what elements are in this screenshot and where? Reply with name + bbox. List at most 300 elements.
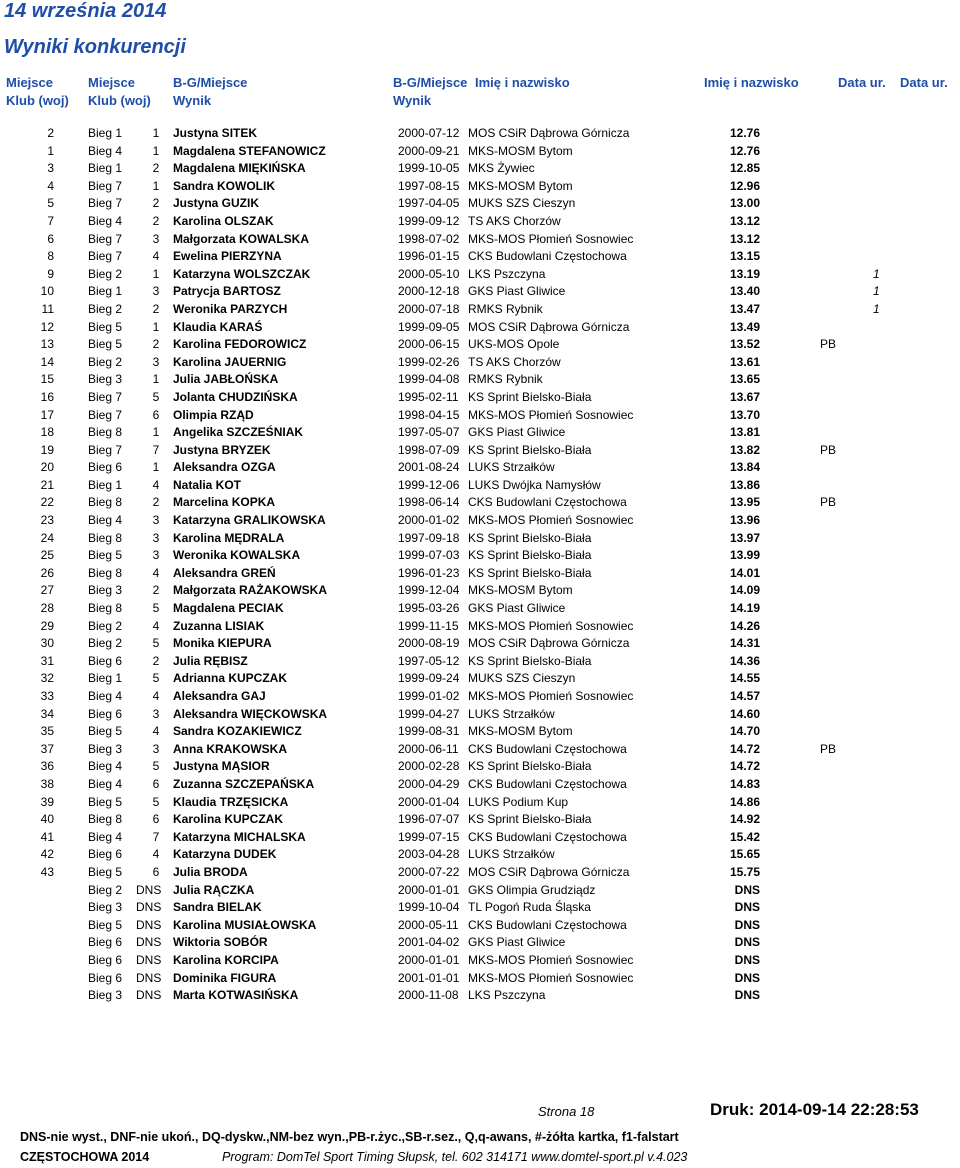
club-name: LUKS Strzałków [468, 460, 555, 475]
athlete-name: Sandra BIELAK [173, 900, 262, 915]
lane-cell: 4 [152, 689, 160, 703]
birth-date: 1997-05-07 [398, 425, 460, 440]
place-cell: 2 [47, 126, 54, 140]
club-name: KS Sprint Bielsko-Biała [468, 812, 592, 827]
lane-cell: DNS [136, 970, 162, 985]
athlete-name: Klaudia TRZĘSICKA [173, 794, 289, 809]
lane-cell: 5 [152, 759, 160, 774]
result-time: DNS [734, 882, 760, 897]
place-cell: 39 [40, 794, 54, 809]
club-name: MKS-MOSM Bytom [468, 724, 573, 739]
lane-cell: 5 [152, 794, 160, 809]
club-name: MUKS SZS Cieszyn [468, 671, 576, 686]
athlete-name: Karolina MĘDRALA [173, 530, 285, 545]
heat-cell: Bieg 3 [88, 988, 123, 1003]
heat-cell: Bieg 5 [88, 724, 123, 739]
lane-cell: 3 [152, 231, 160, 246]
table-row [0, 565, 960, 583]
club-name: KS Sprint Bielsko-Biała [468, 759, 592, 774]
result-time: 13.82 [729, 442, 760, 457]
table-row [0, 829, 960, 847]
club-name: MKS-MOS Płomień Sosnowiec [468, 689, 634, 703]
club-name: KS Sprint Bielsko-Biała [468, 565, 592, 580]
club-name: MKS-MOSM Bytom [468, 583, 573, 598]
place-cell: 30 [40, 636, 54, 651]
result-time: 13.84 [729, 460, 760, 475]
club-name: MKS-MOS Płomień Sosnowiec [468, 513, 634, 528]
club-name: KS Sprint Bielsko-Biała [468, 653, 592, 668]
club-name: MUKS SZS Cieszyn [468, 196, 576, 211]
club-name: GKS Piast Gliwice [468, 935, 566, 950]
birth-date: 2003-04-28 [398, 847, 460, 862]
athlete-name: Katarzyna WOLSZCZAK [173, 266, 311, 281]
club-name: MKS-MOSM Bytom [468, 143, 573, 158]
lane-cell: 2 [152, 583, 160, 598]
heat-cell: Bieg 4 [88, 776, 123, 791]
birth-date: 2000-06-11 [398, 741, 459, 756]
result-time: 14.83 [729, 776, 760, 791]
table-row [0, 776, 960, 794]
lane-cell: 3 [152, 354, 160, 369]
birth-date: 1999-12-06 [398, 477, 460, 492]
birth-date: 2000-07-22 [398, 864, 460, 879]
page-number: Strona 18 [538, 1104, 595, 1119]
birth-date: 1999-07-03 [398, 548, 460, 563]
place-cell: 24 [40, 530, 54, 545]
athlete-name: Julia JABŁOŃSKA [173, 372, 279, 387]
birth-date: 2000-04-29 [398, 776, 460, 791]
table-row [0, 213, 960, 231]
birth-date: 2000-01-01 [398, 952, 460, 967]
result-time: 14.60 [729, 706, 760, 721]
heat-cell: Bieg 2 [88, 618, 123, 633]
table-row [0, 530, 960, 548]
lane-cell: 3 [152, 284, 160, 299]
lane-cell: 6 [152, 407, 160, 422]
lane-cell: 6 [152, 864, 160, 879]
place-cell: 43 [40, 864, 54, 879]
heat-cell: Bieg 1 [88, 126, 123, 140]
heat-cell: Bieg 8 [88, 425, 123, 440]
athlete-name: Patrycja BARTOSZ [173, 284, 281, 299]
place-cell: 35 [40, 724, 54, 739]
place-cell: 27 [40, 583, 54, 598]
birth-date: 1997-09-18 [398, 530, 460, 545]
result-time: 13.95 [729, 495, 760, 510]
athlete-name: Wiktoria SOBÓR [173, 935, 268, 950]
result-time: 13.49 [729, 319, 760, 334]
birth-date: 2000-07-18 [398, 301, 460, 316]
club-name: MKS-MOS Płomień Sosnowiec [468, 618, 634, 633]
table-row [0, 231, 960, 249]
heat-cell: Bieg 6 [88, 460, 123, 475]
lane-cell: 6 [152, 776, 160, 791]
club-name: MOS CSiR Dąbrowa Górnicza [468, 126, 630, 140]
heat-cell: Bieg 3 [88, 900, 123, 915]
athlete-name: Małgorzata RAŻAKOWSKA [173, 583, 328, 598]
lane-cell: 7 [152, 829, 160, 844]
lane-cell: 1 [152, 425, 160, 440]
athlete-name: Dominika FIGURA [173, 970, 277, 985]
result-time: 13.70 [729, 407, 760, 422]
heat-cell: Bieg 8 [88, 530, 123, 545]
place-cell: 16 [40, 389, 54, 404]
place-cell: 13 [40, 337, 54, 352]
club-name: MOS CSiR Dąbrowa Górnicza [468, 636, 630, 651]
heat-cell: Bieg 3 [88, 741, 123, 756]
table-row [0, 653, 960, 671]
lane-cell: DNS [136, 882, 162, 897]
heat-cell: Bieg 4 [88, 143, 123, 158]
place-cell: 4 [47, 178, 54, 193]
place-cell: 5 [47, 196, 54, 211]
heat-cell: Bieg 5 [88, 548, 123, 563]
result-time: DNS [734, 988, 760, 1003]
place-cell: 33 [40, 689, 54, 703]
result-time: 13.81 [729, 425, 760, 440]
athlete-name: Marcelina KOPKA [173, 495, 276, 510]
athlete-name: Zuzanna LISIAK [173, 618, 265, 633]
result-time: 15.75 [729, 864, 760, 879]
heat-cell: Bieg 2 [88, 882, 123, 897]
table-row [0, 371, 960, 389]
place-cell: 12 [40, 319, 54, 334]
result-time: DNS [734, 952, 760, 967]
heat-cell: Bieg 1 [88, 161, 123, 176]
birth-date: 1998-06-14 [398, 495, 460, 510]
table-row [0, 301, 960, 319]
athlete-name: Magdalena PECIAK [173, 601, 284, 616]
table-row [0, 407, 960, 425]
program-info: Program: DomTel Sport Timing Słupsk, tel. 602 314171 www.domtel-sport.pl v.4.023 [222, 1150, 688, 1164]
athlete-name: Aleksandra GAJ [173, 689, 266, 703]
club-name: CKS Budowlani Częstochowa [468, 776, 627, 791]
table-row [0, 864, 960, 882]
club-name: CKS Budowlani Częstochowa [468, 829, 627, 844]
record-note: PB [820, 741, 837, 756]
date-title: 14 września 2014 [4, 0, 167, 22]
heat-cell: Bieg 6 [88, 847, 123, 862]
table-row [0, 600, 960, 618]
place-cell: 19 [40, 442, 54, 457]
result-time: 13.47 [729, 301, 760, 316]
birth-date: 1996-01-23 [398, 565, 460, 580]
table-row [0, 917, 960, 935]
table-row [0, 846, 960, 864]
heat-cell: Bieg 5 [88, 794, 123, 809]
heat-cell: Bieg 4 [88, 513, 123, 528]
heat-cell: Bieg 1 [88, 671, 123, 686]
place-cell: 7 [47, 213, 54, 228]
athlete-name: Julia RĘBISZ [173, 653, 248, 668]
place-cell: 8 [47, 249, 54, 264]
athlete-name: Jolanta CHUDZIŃSKA [173, 389, 298, 404]
athlete-name: Małgorzata KOWALSKA [173, 231, 310, 246]
place-cell: 28 [40, 601, 54, 616]
lane-cell: 2 [152, 213, 160, 228]
heat-cell: Bieg 1 [88, 284, 123, 299]
lane-cell: 2 [152, 196, 160, 211]
birth-date: 1999-04-27 [398, 706, 460, 721]
lane-cell: 1 [152, 126, 160, 140]
birth-date: 1999-04-08 [398, 372, 460, 387]
result-time: DNS [734, 970, 760, 985]
place-cell: 6 [47, 231, 54, 246]
birth-date: 2000-05-10 [398, 266, 460, 281]
lane-cell: 1 [152, 266, 160, 281]
table-row [0, 442, 960, 460]
birth-date: 1999-01-02 [398, 689, 460, 703]
result-time: 14.57 [729, 689, 760, 703]
athlete-name: Magdalena STEFANOWICZ [173, 143, 326, 158]
athlete-name: Katarzyna GRALIKOWSKA [173, 513, 326, 528]
lane-cell: 5 [152, 636, 160, 651]
result-time: 14.55 [729, 671, 760, 686]
athlete-name: Justyna SITEK [173, 126, 258, 140]
athlete-name: Katarzyna DUDEK [173, 847, 277, 862]
result-time: 14.70 [729, 724, 760, 739]
club-name: MOS CSiR Dąbrowa Górnicza [468, 864, 630, 879]
club-name: CKS Budowlani Częstochowa [468, 741, 627, 756]
athlete-name: Weronika KOWALSKA [173, 548, 301, 563]
lane-cell: DNS [136, 917, 162, 932]
athlete-name: Magdalena MIĘKIŃSKA [173, 161, 306, 176]
table-row [0, 706, 960, 724]
table-row [0, 125, 960, 143]
result-time: 14.31 [729, 636, 760, 651]
result-time: 12.76 [729, 143, 760, 158]
birth-date: 1998-04-15 [398, 407, 460, 422]
athlete-name: Justyna GUZIK [173, 196, 260, 211]
place-cell: 37 [40, 741, 54, 756]
athlete-name: Olimpia RZĄD [173, 407, 254, 422]
heat-cell: Bieg 7 [88, 389, 123, 404]
result-time: 13.61 [729, 354, 760, 369]
athlete-name: Justyna BRYZEK [173, 442, 271, 457]
club-name: TS AKS Chorzów [468, 213, 561, 228]
lane-cell: DNS [136, 952, 162, 967]
place-cell: 29 [40, 618, 54, 633]
table-row [0, 618, 960, 636]
result-time: 13.40 [729, 284, 760, 299]
page-title: Wyniki konkurencji [4, 36, 186, 58]
athlete-name: Sandra KOWOLIK [173, 178, 276, 193]
heat-cell: Bieg 7 [88, 442, 123, 457]
birth-date: 1999-12-04 [398, 583, 460, 598]
col-header-heat-result-2: B-G/Miejsce Wynik [393, 75, 468, 108]
result-time: 14.72 [729, 741, 760, 756]
lane-cell: 3 [152, 548, 160, 563]
heat-cell: Bieg 6 [88, 935, 123, 950]
table-row [0, 354, 960, 372]
birth-date: 1996-07-07 [398, 812, 460, 827]
birth-date: 1997-04-05 [398, 196, 460, 211]
athlete-name: Katarzyna MICHALSKA [173, 829, 306, 844]
lane-cell: 2 [152, 653, 160, 668]
birth-date: 2000-09-21 [398, 143, 460, 158]
table-row [0, 319, 960, 337]
birth-date: 2001-04-02 [398, 935, 460, 950]
place-cell: 40 [40, 812, 54, 827]
athlete-name: Karolina KUPCZAK [173, 812, 284, 827]
heat-cell: Bieg 5 [88, 337, 123, 352]
place-cell: 17 [40, 407, 54, 422]
result-time: 12.85 [729, 161, 760, 176]
result-time: 13.96 [729, 513, 760, 528]
heat-cell: Bieg 6 [88, 706, 123, 721]
lane-cell: 5 [152, 671, 160, 686]
heat-cell: Bieg 7 [88, 231, 123, 246]
table-row [0, 266, 960, 284]
lane-cell: 1 [152, 372, 160, 387]
heat-cell: Bieg 5 [88, 319, 123, 334]
lane-cell: 3 [152, 513, 160, 528]
birth-date: 1999-07-15 [398, 829, 460, 844]
birth-date: 1996-01-15 [398, 249, 460, 264]
athlete-name: Aleksandra GREŃ [173, 565, 276, 580]
birth-date: 2000-11-08 [398, 988, 459, 1003]
birth-date: 2000-06-15 [398, 337, 460, 352]
table-row [0, 582, 960, 600]
club-name: CKS Budowlani Częstochowa [468, 917, 627, 932]
result-time: 13.52 [729, 337, 760, 352]
club-name: UKS-MOS Opole [468, 337, 560, 352]
athlete-name: Sandra KOZAKIEWICZ [173, 724, 302, 739]
athlete-name: Klaudia KARAŚ [173, 319, 263, 334]
table-row [0, 987, 960, 1005]
birth-date: 1999-11-15 [398, 618, 459, 633]
club-name: MKS-MOS Płomień Sosnowiec [468, 970, 634, 985]
result-time: 15.65 [729, 847, 760, 862]
birth-date: 1998-07-02 [398, 231, 460, 246]
heat-cell: Bieg 2 [88, 354, 123, 369]
heat-cell: Bieg 7 [88, 196, 123, 211]
table-row [0, 952, 960, 970]
club-name: LKS Pszczyna [468, 988, 546, 1003]
lane-cell: 6 [152, 812, 160, 827]
result-time: DNS [734, 900, 760, 915]
club-name: MKS-MOSM Bytom [468, 178, 573, 193]
result-time: 13.65 [729, 372, 760, 387]
club-name: MKS-MOS Płomień Sosnowiec [468, 952, 634, 967]
place-cell: 31 [40, 653, 54, 668]
club-name: RMKS Rybnik [468, 301, 543, 316]
club-name: TS AKS Chorzów [468, 354, 561, 369]
heat-cell: Bieg 6 [88, 952, 123, 967]
club-name: GKS Piast Gliwice [468, 284, 566, 299]
birth-date: 1999-10-04 [398, 900, 460, 915]
club-name: LUKS Podium Kup [468, 794, 569, 809]
place-cell: 41 [40, 829, 54, 844]
lane-cell: 2 [152, 495, 160, 510]
result-time: 13.99 [729, 548, 760, 563]
results-table [0, 125, 960, 1005]
lane-cell: 7 [152, 442, 160, 457]
table-row [0, 547, 960, 565]
club-name: RMKS Rybnik [468, 372, 543, 387]
heat-cell: Bieg 8 [88, 601, 123, 616]
lane-cell: DNS [136, 988, 162, 1003]
club-name: KS Sprint Bielsko-Biała [468, 389, 592, 404]
lane-cell: 1 [152, 319, 160, 334]
athlete-name: Monika KIEPURA [173, 636, 272, 651]
table-row [0, 635, 960, 653]
birth-date: 1997-08-15 [398, 178, 460, 193]
table-row [0, 670, 960, 688]
lane-cell: DNS [136, 935, 162, 950]
result-time: 13.12 [729, 213, 760, 228]
birth-date: 2000-01-01 [398, 882, 460, 897]
abbreviation-legend: DNS-nie wyst., DNF-nie ukoń., DQ-dyskw.,NM-bez wyn.,PB-r.życ.,SB-r.sez., Q,q-awans, #-żółta kartka, f1-falstart [20, 1130, 679, 1144]
result-time: 14.92 [729, 812, 760, 827]
club-name: LUKS Strzałków [468, 706, 555, 721]
table-row [0, 283, 960, 301]
table-row [0, 195, 960, 213]
birth-date: 1999-09-24 [398, 671, 460, 686]
qualification-mark: 1 [873, 284, 880, 299]
record-note: PB [820, 495, 837, 510]
place-cell: 1 [47, 143, 54, 158]
heat-cell: Bieg 7 [88, 249, 123, 264]
lane-cell: 4 [152, 249, 160, 264]
club-name: TL Pogoń Ruda Śląska [468, 900, 591, 915]
table-row [0, 688, 960, 706]
lane-cell: 4 [152, 724, 160, 739]
club-name: MKS Żywiec [468, 161, 535, 176]
club-name: MKS-MOS Płomień Sosnowiec [468, 407, 634, 422]
heat-cell: Bieg 4 [88, 829, 123, 844]
place-cell: 3 [47, 161, 54, 176]
athlete-name: Marta KOTWASIŃSKA [173, 988, 299, 1003]
result-time: 14.26 [729, 618, 760, 633]
lane-cell: 3 [152, 741, 160, 756]
birth-date: 1999-08-31 [398, 724, 460, 739]
birth-date: 1999-02-26 [398, 354, 460, 369]
lane-cell: 4 [152, 565, 160, 580]
lane-cell: 1 [152, 143, 160, 158]
lane-cell: 4 [152, 847, 160, 862]
print-timestamp: Druk: 2014-09-14 22:28:53 [710, 1100, 919, 1119]
qualification-mark: 1 [873, 266, 880, 281]
athlete-name: Natalia KOT [173, 477, 242, 492]
athlete-name: Ewelina PIERZYNA [173, 249, 282, 264]
club-name: GKS Piast Gliwice [468, 601, 566, 616]
birth-date: 2000-12-18 [398, 284, 460, 299]
heat-cell: Bieg 8 [88, 812, 123, 827]
result-time: DNS [734, 917, 760, 932]
place-cell: 9 [47, 266, 54, 281]
lane-cell: 3 [152, 530, 160, 545]
heat-cell: Bieg 4 [88, 759, 123, 774]
col-header-name-2: Imię i nazwisko [704, 75, 799, 90]
result-time: 15.42 [729, 829, 760, 844]
lane-cell: 4 [152, 618, 160, 633]
heat-cell: Bieg 4 [88, 213, 123, 228]
heat-cell: Bieg 8 [88, 565, 123, 580]
athlete-name: Anna KRAKOWSKA [173, 741, 287, 756]
athlete-name: Aleksandra OZGA [173, 460, 276, 475]
col-header-place-2: Miejsce Klub (woj) [88, 75, 151, 108]
table-row [0, 494, 960, 512]
col-header-name-1: Imię i nazwisko [475, 75, 570, 90]
table-row [0, 723, 960, 741]
heat-cell: Bieg 1 [88, 477, 123, 492]
table-row [0, 248, 960, 266]
result-time: 13.15 [729, 249, 760, 264]
result-time: 13.86 [729, 477, 760, 492]
lane-cell: DNS [136, 900, 162, 915]
heat-cell: Bieg 3 [88, 583, 123, 598]
